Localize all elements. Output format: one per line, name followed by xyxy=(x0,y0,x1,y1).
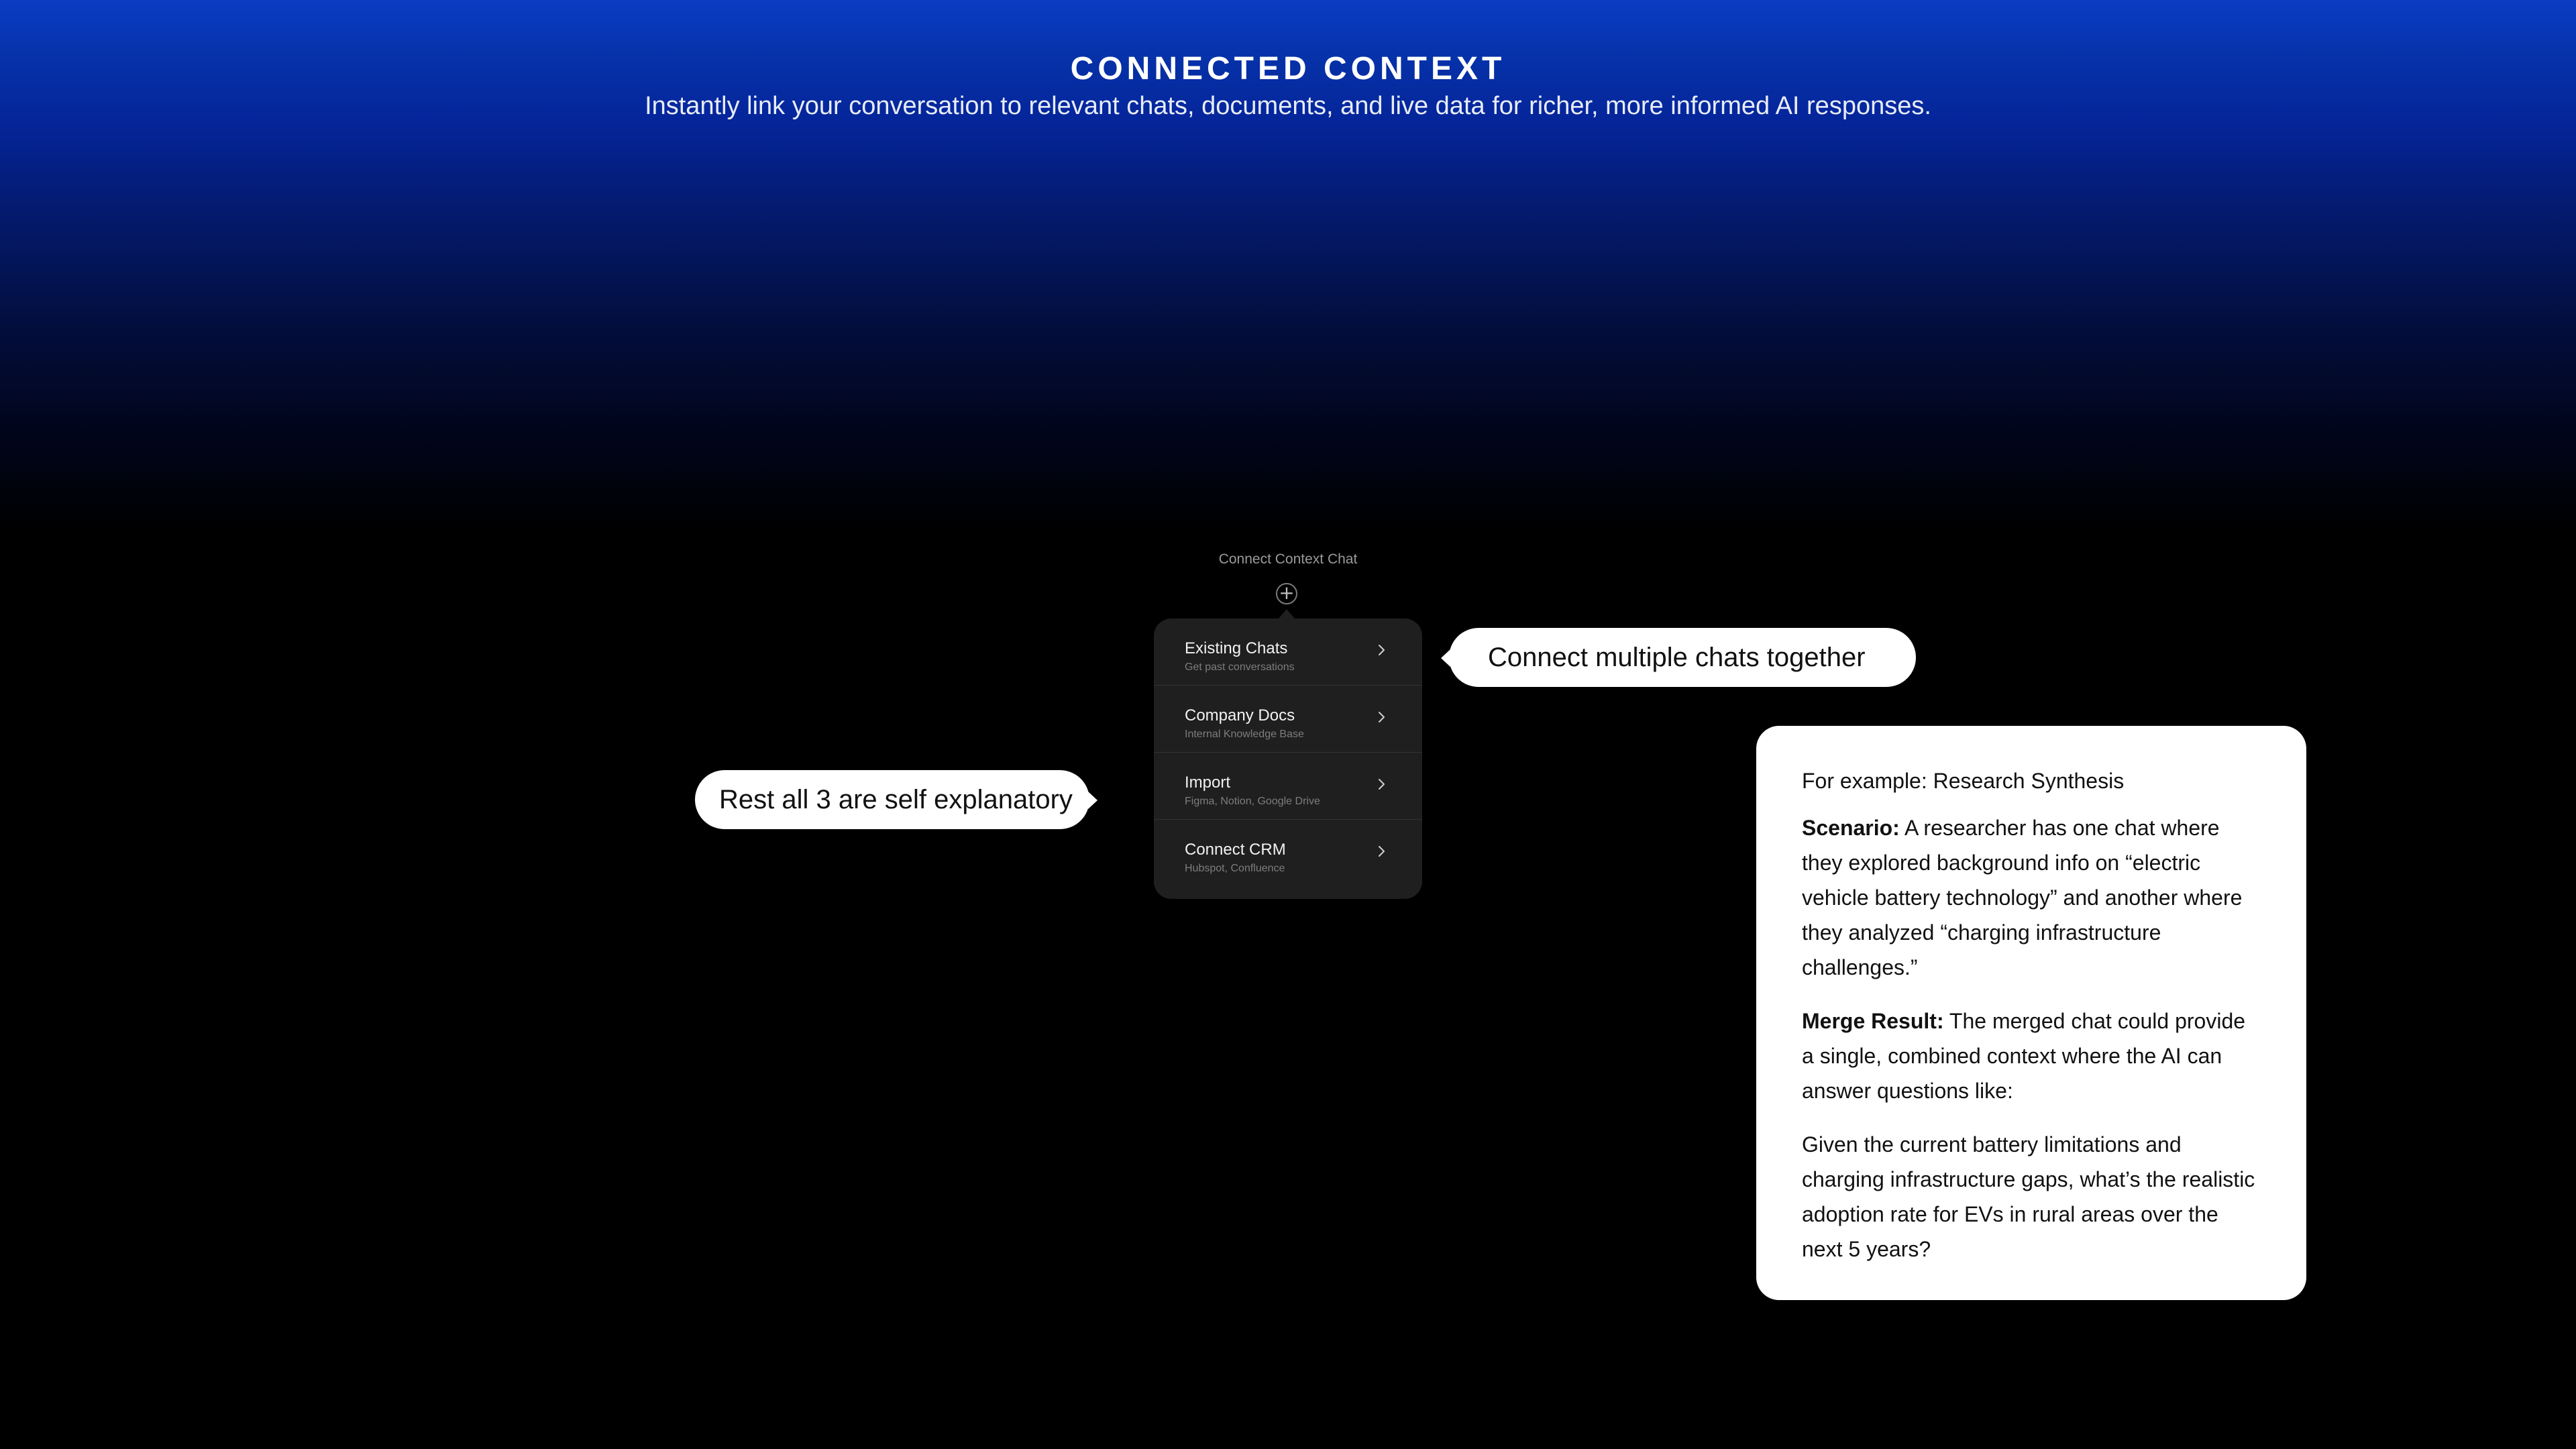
menu-item-label: Company Docs xyxy=(1185,706,1295,724)
menu-item-subtitle: Figma, Notion, Google Drive xyxy=(1185,796,1320,807)
connect-context-label: Connect Context Chat xyxy=(1218,551,1358,567)
menu-item-connect-crm[interactable] xyxy=(1154,820,1422,887)
plus-circle-icon[interactable]: + xyxy=(1276,583,1297,604)
menu-item-subtitle: Internal Knowledge Base xyxy=(1185,729,1304,740)
example-heading: For example: Research Synthesis xyxy=(1802,769,2125,793)
example-card xyxy=(1756,726,2306,1300)
menu-pointer xyxy=(1279,609,1295,619)
example-merge-result xyxy=(1802,1004,2261,1108)
menu-item-label: Import xyxy=(1185,773,1231,792)
callout-connect-multiple-chats: Connect multiple chats together xyxy=(1449,628,1916,687)
chevron-right-icon xyxy=(1374,777,1389,792)
scenario-label: Scenario: xyxy=(1802,816,1900,840)
menu-item-company-docs[interactable] xyxy=(1154,686,1422,753)
menu-item-label: Existing Chats xyxy=(1185,639,1288,657)
callout-self-explanatory: Rest all 3 are self explanatory xyxy=(695,770,1089,829)
chevron-right-icon xyxy=(1374,643,1389,657)
merge-label: Merge Result: xyxy=(1802,1009,1944,1033)
chevron-right-icon xyxy=(1374,844,1389,859)
chevron-right-icon xyxy=(1374,710,1389,724)
example-question: Given the current battery limitations and charging infrastructure gaps, what’s the realistic adoption rate for EVs in rural areas over the next 5 years? xyxy=(1802,1132,2255,1261)
menu-item-existing-chats[interactable] xyxy=(1154,619,1422,686)
menu-item-import[interactable] xyxy=(1154,753,1422,820)
menu-item-label: Connect CRM xyxy=(1185,841,1286,859)
merge-text: The merged chat could provide a single, combined context where the AI can answer questions like: xyxy=(1802,1009,2246,1103)
page-title: CONNECTED CONTEXT xyxy=(1070,51,1506,87)
menu-item-subtitle: Get past conversations xyxy=(1185,661,1295,673)
menu-item-subtitle: Hubspot, Confluence xyxy=(1185,863,1285,874)
scenario-text: A researcher has one chat where they explored background info on “electric vehicle battery technology” and another where they analyzed “charging infrastructure challenges.” xyxy=(1802,816,2243,979)
example-scenario xyxy=(1802,810,2261,985)
page-subtitle: Instantly link your conversation to relevant chats, documents, and live data for richer, more informed AI responses. xyxy=(645,92,1931,120)
page-header xyxy=(0,50,2576,122)
context-menu xyxy=(1154,619,1422,899)
